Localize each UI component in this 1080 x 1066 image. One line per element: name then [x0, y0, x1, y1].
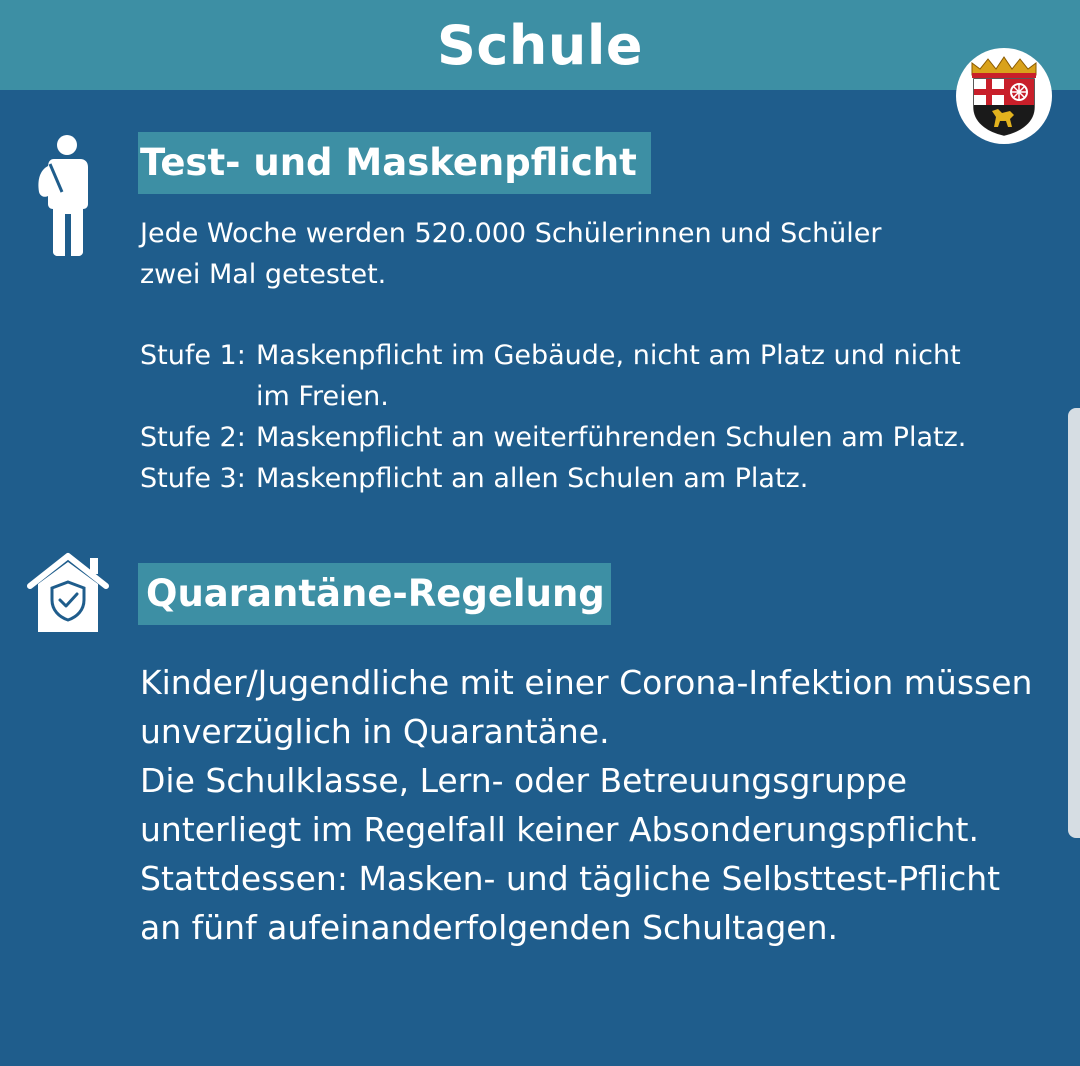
section-heading-test: Test- und Maskenpflicht — [138, 132, 651, 194]
quarantaene-line: unterliegt im Regelfall keiner Absonderungspflicht. — [140, 810, 979, 849]
header-bar — [0, 0, 1080, 90]
stufe-label: Stufe 1: — [140, 340, 246, 371]
rheinland-pfalz-crest-icon — [966, 55, 1042, 137]
quarantaene-line: Kinder/Jugendliche mit einer Corona-Infektion müssen — [140, 663, 1033, 702]
student-with-backpack-icon — [36, 134, 96, 256]
stufe-row — [140, 417, 966, 458]
crest-badge — [956, 48, 1052, 144]
stufe-text: Maskenpflicht an allen Schulen am Platz. — [256, 463, 809, 494]
intro-line: zwei Mal getestet. — [140, 259, 387, 290]
quarantaene-text — [140, 658, 1032, 952]
test-intro-text — [140, 213, 882, 295]
stufe-label: Stufe 2: — [140, 422, 246, 453]
scrollbar-thumb[interactable] — [1068, 408, 1080, 838]
stufe-label: Stufe 3: — [140, 463, 246, 494]
quarantaene-line: unverzüglich in Quarantäne. — [140, 712, 610, 751]
page-title: Schule — [437, 13, 643, 77]
house-shield-icon — [26, 552, 110, 634]
stufe-text-continued: im Freien. — [256, 381, 389, 412]
stufe-text: Maskenpflicht an weiterführenden Schulen am Platz. — [256, 422, 967, 453]
stufe-row — [140, 458, 966, 499]
stufen-list — [140, 335, 966, 499]
intro-line: Jede Woche werden 520.000 Schülerinnen und Schüler — [140, 218, 882, 249]
stufe-text: Maskenpflicht im Gebäude, nicht am Platz und nicht — [256, 340, 961, 371]
quarantaene-line: Stattdessen: Masken- und tägliche Selbsttest-Pflicht — [140, 859, 1001, 898]
quarantaene-line: Die Schulklasse, Lern- oder Betreuungsgruppe — [140, 761, 908, 800]
quarantaene-line: an fünf aufeinanderfolgenden Schultagen. — [140, 908, 838, 947]
section-heading-quarantaene: Quarantäne-Regelung — [138, 563, 611, 625]
stufe-row — [140, 335, 966, 376]
